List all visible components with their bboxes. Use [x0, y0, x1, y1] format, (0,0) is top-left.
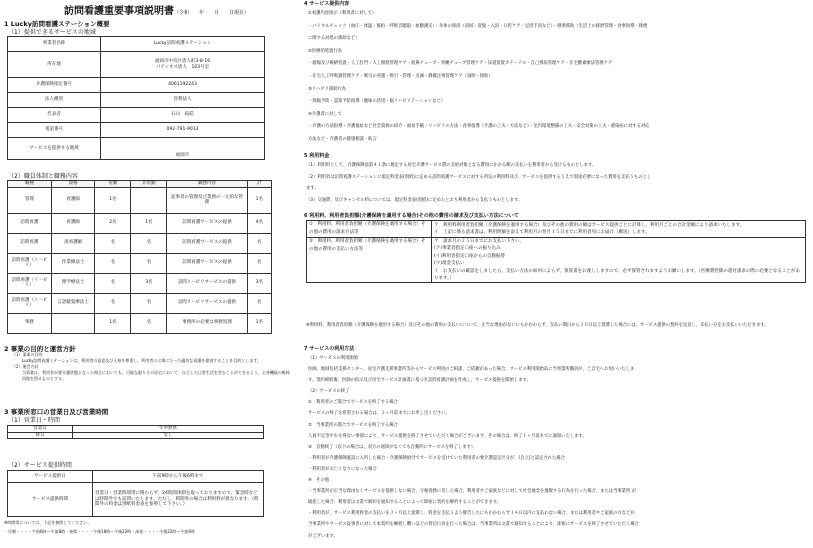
policy-label: （2）運営方針	[12, 364, 39, 369]
usage-line: 医師、地域包括支援センター、居宅介護支援事業所等からサービス利用のご相談、ご依頼があった場合、サービス利用開始前に当事業所職員が、ご自宅へお伺いいたしま	[308, 367, 635, 373]
staff-cell: 訪問看護（リハビリ）	[8, 253, 52, 273]
usage-line: ・利用者が、サービス利用料金の支払いを３ヶ月以上延滞し、料金を支払うよう催告したにもかかわらず１４日以内に支払わない場合、または利用者やご家族の方などが、	[308, 511, 639, 517]
service-content-line: ④介護者に対して	[308, 111, 342, 117]
hours-table	[7, 425, 264, 439]
billing-line: (ウ)現金支払い	[434, 261, 465, 267]
fee-line: ます。	[306, 186, 319, 191]
overview-row	[8, 123, 265, 138]
staff-cell: 訪問看護	[8, 233, 52, 253]
staff-cell: 名	[131, 313, 167, 333]
staff-cell: 名	[95, 273, 131, 293]
billing-left-cell: ② 利用料、利用者負担額（介護保険を適用する場合）その他の費用の支払い方法等	[307, 238, 432, 283]
overview-row	[8, 52, 265, 78]
staff-cell: 看護師	[51, 187, 95, 213]
billing-line: ア 請求月の２５日までにお支払い下さい。	[434, 239, 524, 244]
service-content-line: ・拘縮予防・認知予防指導（趣味の活用・脳リハビリテーションなど）	[308, 99, 446, 105]
service-content-line: 方法など・介護者の健康相談・助言	[308, 136, 377, 142]
billing-line: イ 上記に係る請求書は、利用明細を添えて利用月の翌月１５日までに利用者宛にお届け（郵送）します。	[434, 230, 650, 235]
overview-label: 事業者名称	[8, 37, 101, 52]
section1-heading: 1 Lucky訪問看護ステーション概要	[4, 20, 110, 28]
overview-value: 4061192243	[101, 78, 265, 93]
service-content-line: ・創傷及び褥瘡処置・人工肛門・人工膀胱管理ケア・経鼻チューブ・胃瘻チューブ管理ケア・尿道留置カテーテル・自己導尿管理ケア・在宅酸素療法管理ケア	[308, 61, 613, 67]
fee-line: （3）交通費、及びキャンセル料については、規定料金表(別紙)に定めたとおり利用者から支払うものとします。	[306, 197, 523, 203]
fee-line: （1）利用料として、介護保険法第４１条に規定する居宅介護サービス費の支給対象となる費用にかかる額の支払いを利用者から受けるものとします。	[306, 163, 597, 168]
staff-cell	[51, 313, 95, 333]
staff-cell: 2名	[95, 213, 131, 233]
staff-cell: 名	[247, 293, 271, 313]
service-row	[8, 471, 264, 483]
staff-header-cell: 資格	[51, 181, 95, 188]
section7-heading: 7 サービスの利用方法	[304, 346, 355, 352]
staff-cell: 1名	[95, 187, 131, 213]
purpose-text: Lucky訪問看護ステーションは、利用者の意思及び人格を尊重し、利用者の立場にたった適切な看護を提供することを目的とします。	[22, 358, 261, 363]
usage-line: 破産した場合、利用者は文書で解約を通知することによって即座に契約を解約することができます。	[308, 500, 502, 506]
staff-cell: 名	[247, 253, 271, 273]
staff-row	[8, 293, 272, 313]
usage-line: す。契約締結後、医師の指示及び居宅サービス計画書に基づき訪問看護計画を作成し、サービス提供を開始します。	[308, 378, 531, 384]
overview-label: サービスを提供する地域	[8, 138, 101, 160]
staff-cell: 名	[95, 293, 131, 313]
staff-cell: 1名	[131, 213, 167, 233]
billing-line: イ お支払いの確認をしましたら、支払い方法の如何によらず、領収書をお渡ししますので、必ず保管されますようお願いします。（医療費控除の還付請求の際に必要となることがあります。）	[434, 268, 800, 282]
billing-right-cell	[432, 221, 806, 238]
staff-cell: 言語聴覚療法士	[51, 293, 95, 313]
staff-cell: 准看護師	[51, 233, 95, 253]
section3-sub1: （1）営業日・時間	[8, 417, 60, 424]
service-time-table	[7, 470, 264, 517]
usage-line: ② 当事業所の都合でサービスを終了する場合	[308, 422, 398, 428]
overview-value: 石川 拓皓	[101, 108, 265, 123]
date-note: （令和 年 月 日現在）	[174, 10, 250, 16]
overview-value: 092-791-9013	[101, 123, 265, 138]
time-footnote: ※時間帯については、下記を参照してください。	[4, 520, 92, 525]
billing-table	[306, 220, 806, 283]
service-content-line: ③リハビリ援助行為	[308, 86, 347, 92]
staff-cell: 名	[131, 233, 167, 253]
document-title-text: 訪問看護重要事項説明書	[64, 6, 174, 17]
service-label: サービス提供時間	[8, 483, 93, 517]
staff-cell: 管理	[8, 187, 52, 213]
document-title	[64, 2, 249, 17]
staff-cell: 名	[95, 233, 131, 253]
purpose-label: （1）事業の目的	[12, 352, 43, 357]
staff-cell: 訪問リハビリサービスの提供	[167, 293, 247, 313]
section5-list	[306, 160, 808, 206]
staff-cell: 3名	[131, 273, 167, 293]
staff-cell: 看護師	[51, 213, 95, 233]
staff-row	[8, 233, 272, 253]
staff-table	[7, 180, 272, 334]
right-column	[304, 0, 809, 548]
section7-list	[308, 353, 808, 542]
billing-line: ア 利用料利用者負担額（介護保険を適用する場合）及びその他の費用の額はサービス提供ごとに計算し、利用月ごとの合計金額により請求いたします。	[434, 222, 745, 228]
staff-cell: 訪問看護サービスの提供	[167, 213, 247, 233]
section1-sub2: （2）職員体制と職務内容	[8, 173, 78, 180]
usage-line: 人員不足等やむを得ない事情により、サービス提供を終了させていただく場合がございます。その場合は、終了１ヶ月前までに通知いたします。	[308, 433, 587, 439]
hours-value: なし	[73, 432, 264, 439]
billing-line: (イ)利用者指定口座からの自動振替	[434, 253, 506, 259]
overview-label: 代表者	[8, 108, 101, 123]
billing-row	[307, 221, 806, 238]
staff-cell: 事務所の必要な事務処理	[167, 313, 247, 333]
hours-row	[8, 432, 264, 439]
staff-cell: 名	[131, 293, 167, 313]
usage-line: ③ 自動終了（以下の場合は、双方の通知がなくても自動的にサービスを終了します）	[308, 444, 476, 450]
section2-body	[12, 352, 292, 382]
staff-header-cell: 計	[247, 181, 271, 188]
staff-cell: 1名	[95, 313, 131, 333]
staff-cell: 名	[131, 253, 167, 273]
staff-cell: 名	[247, 233, 271, 253]
billing-note: ※利用料、利用者負担額（介護保険を適用する場合）及びその他の費用の支払いについて、正当な理由がないにもかかわらず、支払い期日から３０日以上延滞した場合には、サービス提供の契約を見直し、未払い分をお支払いいただきます。	[306, 323, 769, 328]
service-content-line: ・介護の方法指導・介護福祉など社会資源の紹介・福祉手帳・リハビリの方法・食事指導（介護の工夫・方法など）・室内環境整備の工夫・安全対策の工夫・感染症に対する対応	[308, 124, 650, 130]
service-content-line: ①看護内容指示（利用者に対して）	[308, 11, 377, 16]
usage-line: ・当事業所が正当な理由なくサービスを提供しない場合、守秘義務に反した場合、利用者やご家族などに対して社会通念を逸脱する行為を行った場合、または当事業所 が	[308, 489, 636, 495]
service-content-line: ・在宅人工呼吸器管理ケア・吸引の実施・吸引・管理・点滴・静脈注射管理ケア（説明・援助）	[308, 73, 493, 79]
staff-cell: 訪問看護	[8, 213, 52, 233]
billing-right-cell	[432, 238, 806, 283]
usage-line: （1）サービスの利用開始	[308, 356, 358, 361]
service-value: 営業日・営業時間帯に関わらず、24時間体制を取っておりますので、緊急時などは時間外でも訪問いたします。ただし、時間外の場合は利用料が異なります。（時間外の料金は別紙料金表を参照して下さい。）	[93, 483, 264, 517]
staff-cell: 訪問看護サービスの提供	[167, 253, 247, 273]
staff-cell	[131, 187, 167, 213]
section3-heading: 3 事業所窓口の営業日及び営業時間	[4, 408, 109, 416]
overview-row	[8, 37, 265, 52]
staff-cell: 訪問看護サービスの提供	[167, 233, 247, 253]
usage-line: ④ その他	[308, 478, 330, 484]
staff-cell: 3名	[247, 273, 271, 293]
section3-sub2: （2）サービス提供時間	[8, 462, 72, 469]
service-content-line: に関する対処の援助など）	[308, 36, 360, 42]
staff-header-cell: 非常勤	[131, 181, 167, 188]
staff-cell: 従事者の管理及び業務の一元的な管理	[167, 187, 247, 213]
staff-cell: 4名	[247, 213, 271, 233]
usage-line: （2）サービスの終了	[308, 389, 350, 395]
overview-label: 介護保険指定番号	[8, 78, 101, 93]
service-content-line: ・バイタルチェック（血圧・体温・脈拍・呼吸音聴取・血糖測定）・身体の保清（清拭・洗髪・入浴・口腔ケア・足浴手浴など）・排泄援助（生活上の排泄管理・食事指導・排便	[308, 23, 648, 29]
fee-line: （2）利用者は訪問看護ステーションに規定料金表(別紙)に定める訪問看護サービスに対する所定の利用料及び、サービスを提供するうえで別途必要になった費用を支払うものとし	[306, 174, 652, 180]
usage-line: ・利用者が介護保険施設に入所した場合・介護保険給付でサービスを受けていた利用者の要介護認定区分が、[自立]と認定された場合	[308, 455, 565, 461]
staff-cell: 理学療法士	[51, 273, 95, 293]
staff-cell: 1名	[247, 313, 271, 333]
staff-row	[8, 273, 272, 293]
overview-label: 電話番号	[8, 123, 101, 138]
staff-header-cell: 職種	[8, 181, 52, 188]
section2-heading: 2 事業の目的と運営方針	[4, 345, 76, 353]
billing-line: (ア)事業者指定口座への振り込み	[434, 246, 501, 252]
time-band: ・早朝・・・・午前6時〜午前8時・夜間・・・・午後18時〜午後22時・深夜・・・・午後22時〜午前6時	[4, 529, 195, 534]
staff-cell: 名	[95, 253, 131, 273]
overview-value: 福岡市中央区唐人町3-8-16 パティオス唐人 103号室	[101, 52, 265, 78]
overview-label: 法人種別	[8, 93, 101, 108]
overview-value: 福岡市	[101, 138, 265, 160]
section6-heading: 6 利用料、利用者負担額(介護保険を適用する場合)その他の費用の請求及び支払い方法について	[304, 213, 519, 219]
usage-line: がございます。	[308, 533, 338, 539]
section4-heading: 4 サービス提供内容	[304, 1, 350, 7]
usage-line: 当事業所やサービス従事者に対して本契約を継続し難いほどの背信行為を行った場合は、当事業所は文書で通知することにより、即座にサービスを終了させていただく場合	[308, 522, 639, 528]
overview-value: 営利法人	[101, 93, 265, 108]
overview-table	[7, 36, 265, 160]
section5-heading: 5 利用料金	[304, 153, 330, 159]
hours-label: 営業日	[8, 426, 73, 433]
usage-line: サービスの終了を希望される場合は、３ヶ月前までにお申し出ください。	[308, 411, 450, 417]
staff-cell: 訪問リハビリサービスの提供	[167, 273, 247, 293]
staff-header-cell: 職務内容	[167, 181, 247, 188]
staff-cell: 訪問看護（リハビリ）	[8, 293, 52, 313]
overview-label: 所在地	[8, 52, 101, 78]
billing-row	[307, 238, 806, 283]
staff-header-cell: 常勤	[95, 181, 131, 188]
usage-line: ① 利用者のご都合でサービスを終了する場合	[308, 400, 398, 406]
hours-label: 休日	[8, 432, 73, 439]
service-row	[8, 483, 264, 517]
service-label: サービス提供日	[8, 471, 93, 483]
usage-line: ・利用者がお亡くなりになった場合	[308, 466, 377, 472]
hours-value: 年中無休	[73, 426, 264, 433]
overview-row	[8, 93, 265, 108]
hours-row	[8, 426, 264, 433]
staff-row	[8, 187, 272, 213]
billing-left-cell: ① 利用料、利用者負担額（介護保険を適用する場合）その他の費用の請求方法等	[307, 221, 432, 238]
overview-row	[8, 138, 265, 160]
staff-cell: 事務	[8, 313, 52, 333]
staff-row	[8, 313, 272, 333]
overview-row	[8, 108, 265, 123]
policy-text: 当事業は、利用者が要介護状態となった場合においても、可能な限りその居宅において、自立した日常生活を営むことができるよう、心身機能の維持回復を図るものとする。	[22, 370, 290, 381]
left-column	[4, 0, 300, 548]
staff-cell: 訪問看護（リハビリ）	[8, 273, 52, 293]
service-content-line: ②医療的処置行為	[308, 48, 342, 54]
staff-cell: 1名	[247, 187, 271, 213]
section4-list	[308, 8, 808, 147]
staff-row	[8, 253, 272, 273]
section1-sub1: （1）提供できるサービスの地域	[8, 29, 96, 36]
overview-value: Lucky訪問看護ステーション	[101, 37, 265, 52]
staff-row	[8, 213, 272, 233]
overview-row	[8, 78, 265, 93]
staff-cell: 作業療法士	[51, 253, 95, 273]
service-value: 午前9時から午後6時まで	[93, 471, 264, 483]
